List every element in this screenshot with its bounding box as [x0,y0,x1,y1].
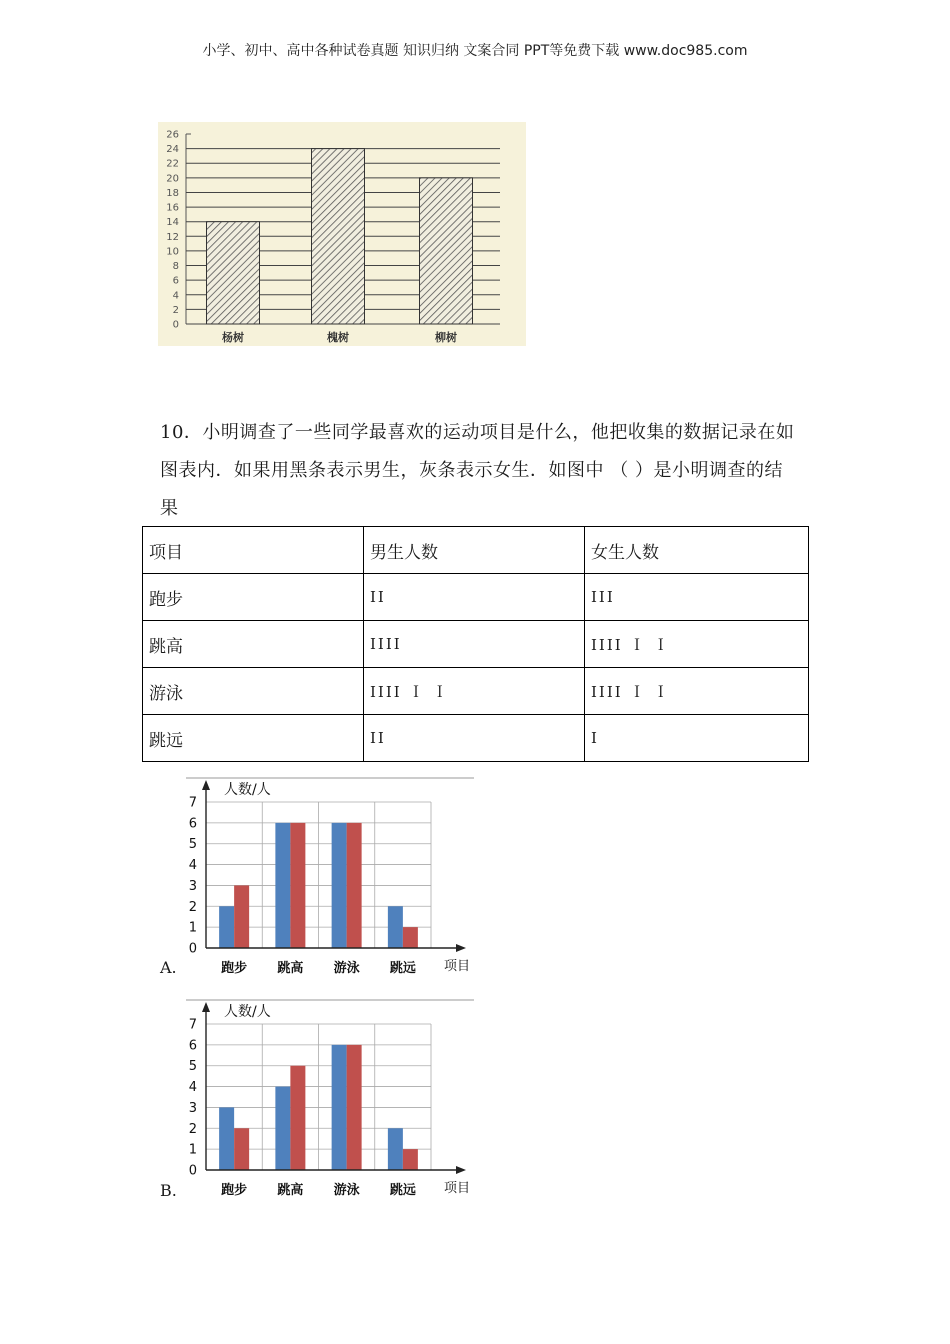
option-b-chart [182,998,482,1203]
table-cell: II [364,574,585,621]
x-axis-arrow [456,944,466,952]
table-row [143,621,809,668]
table-cell: 跳远 [143,715,364,762]
y-tick-label: 2 [188,899,197,915]
tree-bar [312,149,365,324]
bar-boys [219,906,234,948]
x-axis-title: 项目 [444,959,471,974]
x-tick-label: 游泳 [333,1183,360,1198]
table-cell: I [585,715,809,762]
y-tick-label: 16 [166,202,179,214]
y-tick-label: 6 [172,275,179,287]
y-tick-label: 22 [166,158,179,170]
bar-girls [234,885,249,948]
tree-chart-svg [158,122,526,346]
x-tick-label: 跳高 [277,1183,304,1198]
y-tick-label: 7 [188,1017,197,1033]
table-row [143,715,809,762]
y-tick-label: 0 [188,1163,197,1179]
question-10: 10．小明调查了一些同学最喜欢的运动项目是什么，他把收集的数据记录在如图表内．如果用黑条表示男生，灰条表示女生．如图中 （ ）是小明调查的结果 [160,422,795,519]
y-tick-label: 1 [188,920,197,936]
bar-girls [403,927,418,948]
table-cell: 游泳 [143,668,364,715]
bar-boys [388,1128,403,1170]
table-cell: II [364,715,585,762]
table-cell: 跳高 [143,621,364,668]
table-cell: IIII Ｉ Ｉ [585,621,809,668]
y-tick-label: 26 [166,129,179,141]
y-tick-label: 5 [188,1059,197,1075]
y-axis-title: 人数/人 [224,782,271,798]
bar-boys [219,1107,234,1170]
y-tick-label: 7 [188,795,197,811]
y-tick-label: 10 [166,246,179,258]
y-tick-label: 0 [188,941,197,957]
table-header-row [143,527,809,574]
bar-girls [234,1128,249,1170]
y-tick-label: 24 [166,144,179,156]
y-tick-label: 12 [166,231,179,243]
bar-boys [275,1087,290,1170]
option-b-chart-svg [182,998,482,1203]
y-tick-label: 8 [172,261,179,273]
bar-boys [275,823,290,948]
x-tick-label: 跑步 [221,961,248,976]
y-axis-arrow [202,1002,210,1012]
tree-bar [207,222,260,324]
x-tick-label: 槐树 [327,331,349,344]
table-header: 男生人数 [364,527,585,574]
y-tick-label: 0 [172,319,179,331]
option-a-chart-svg [182,776,482,981]
option-a-label: A. [160,958,177,977]
y-tick-label: 20 [166,173,179,185]
y-tick-label: 18 [166,187,179,199]
table-cell: IIII [364,621,585,668]
table-cell: IIII Ｉ Ｉ [585,668,809,715]
x-tick-label: 游泳 [333,961,360,976]
table-row [143,668,809,715]
y-tick-label: 4 [172,290,179,302]
bar-boys [332,1045,347,1170]
table-cell: IIII Ｉ Ｉ [364,668,585,715]
table-cell: 跑步 [143,574,364,621]
page-header: 小学、初中、高中各种试卷真题 知识归纳 文案合同 PPT等免费下载 www.doc985.com [202,43,748,59]
x-tick-label: 杨树 [222,331,244,344]
table-header: 女生人数 [585,527,809,574]
y-tick-label: 3 [188,1100,197,1116]
x-tick-label: 跳远 [389,961,416,976]
option-a-chart [182,776,482,981]
y-tick-label: 4 [188,858,197,874]
x-tick-label: 跳远 [389,1183,416,1198]
bar-boys [388,906,403,948]
y-tick-label: 2 [188,1121,197,1137]
y-tick-label: 5 [188,837,197,853]
y-axis-title: 人数/人 [224,1004,271,1020]
y-tick-label: 4 [188,1080,197,1096]
survey-table [142,526,809,762]
option-b-label: B. [160,1181,177,1200]
x-axis-title: 项目 [444,1181,471,1196]
y-axis-arrow [202,780,210,790]
y-tick-label: 1 [188,1142,197,1158]
x-axis-arrow [456,1166,466,1174]
y-tick-label: 2 [172,304,179,316]
table-cell: III [585,574,809,621]
bar-girls [290,1066,305,1170]
table-header: 项目 [143,527,364,574]
y-tick-label: 3 [188,878,197,894]
x-tick-label: 柳树 [435,331,457,344]
bar-boys [332,823,347,948]
bar-girls [347,1045,362,1170]
tree-bar [420,178,473,324]
x-tick-label: 跳高 [277,961,304,976]
y-tick-label: 14 [166,217,179,229]
bar-girls [290,823,305,948]
bar-girls [403,1149,418,1170]
bar-girls [347,823,362,948]
x-tick-label: 跑步 [221,1183,248,1198]
y-tick-label: 6 [188,816,197,832]
y-tick-label: 6 [188,1038,197,1054]
tree-bar-chart [158,122,526,346]
table-row [143,574,809,621]
